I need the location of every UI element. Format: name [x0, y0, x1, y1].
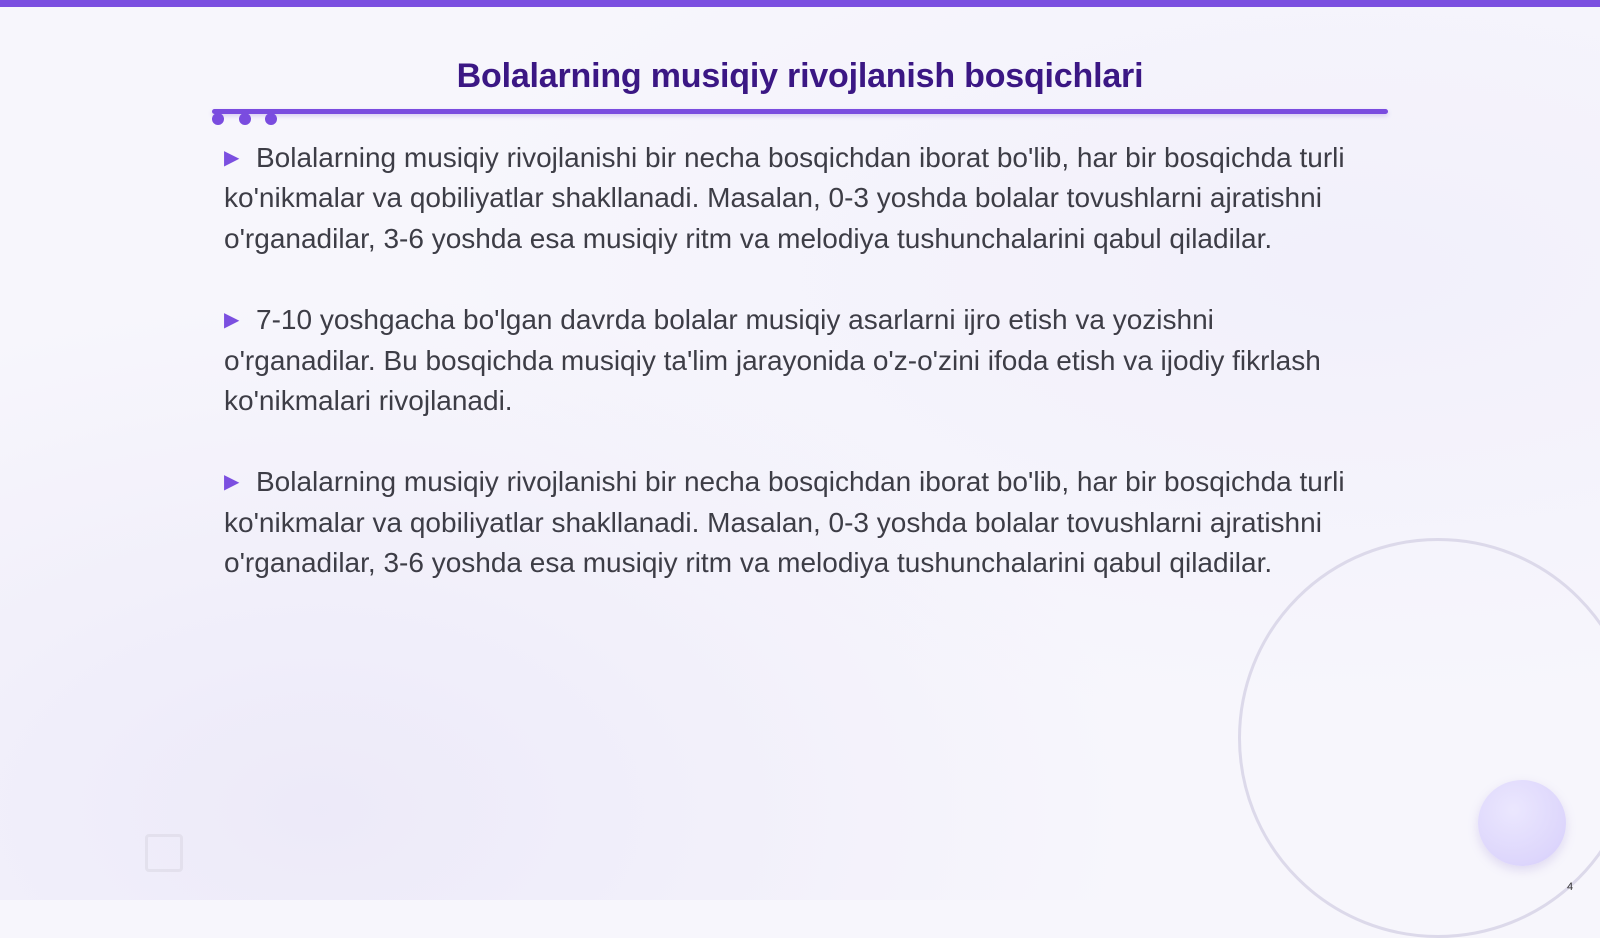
bullet-list — [224, 138, 1354, 625]
slide-page-number: 4 — [1566, 881, 1574, 893]
top-accent-bar — [0, 0, 1600, 7]
decorative-circle-blob — [1478, 780, 1566, 866]
decorative-dot — [265, 113, 277, 125]
bullet-paragraph — [224, 300, 1354, 421]
triangle-bullet-icon: ▶ — [224, 147, 240, 169]
bullet-paragraph — [224, 462, 1354, 583]
bullet-paragraph — [224, 138, 1354, 259]
decorative-square-outline — [145, 834, 183, 872]
triangle-bullet-icon: ▶ — [224, 309, 240, 332]
decorative-dot — [212, 113, 224, 125]
title-underline — [212, 109, 1388, 114]
decorative-dot — [239, 113, 251, 125]
bullet-text: Bolalarning musiqiy rivojlanishi bir necha bosqichdan iborat bo'lib, har bir bosqichda turli ko'nikmalar va qobiliyatlar shakllanadi. Masalan, 0-3 yoshda bolalar tovushlarni ajratishni o'rganadilar, 3-6 yoshda esa musiqiy ritm va melodiya tushunchalarini qabul qiladilar. — [224, 466, 1345, 579]
bullet-text: 7-10 yoshgacha bo'lgan davrda bolalar musiqiy asarlarni ijro etish va yozishni o'rganadilar. Bu bosqichda musiqiy ta'lim jarayonida o'z-o'zini ifoda etish va ijodiy fikrlash ko'nikmalari rivojlanadi. — [224, 304, 1321, 417]
bullet-text: Bolalarning musiqiy rivojlanishi bir necha bosqichdan iborat bo'lib, har bir bosqichda turli ko'nikmalar va qobiliyatlar shakllanadi. Masalan, 0-3 yoshda bolalar tovushlarni ajratishni o'rganadilar, 3-6 yoshda esa musiqiy ritm va melodiya tushunchalarini qabul qiladilar. — [224, 142, 1345, 254]
slide-title: Bolalarning musiqiy rivojlanish bosqichlari — [456, 57, 1144, 95]
triangle-bullet-icon: ▶ — [224, 471, 240, 494]
